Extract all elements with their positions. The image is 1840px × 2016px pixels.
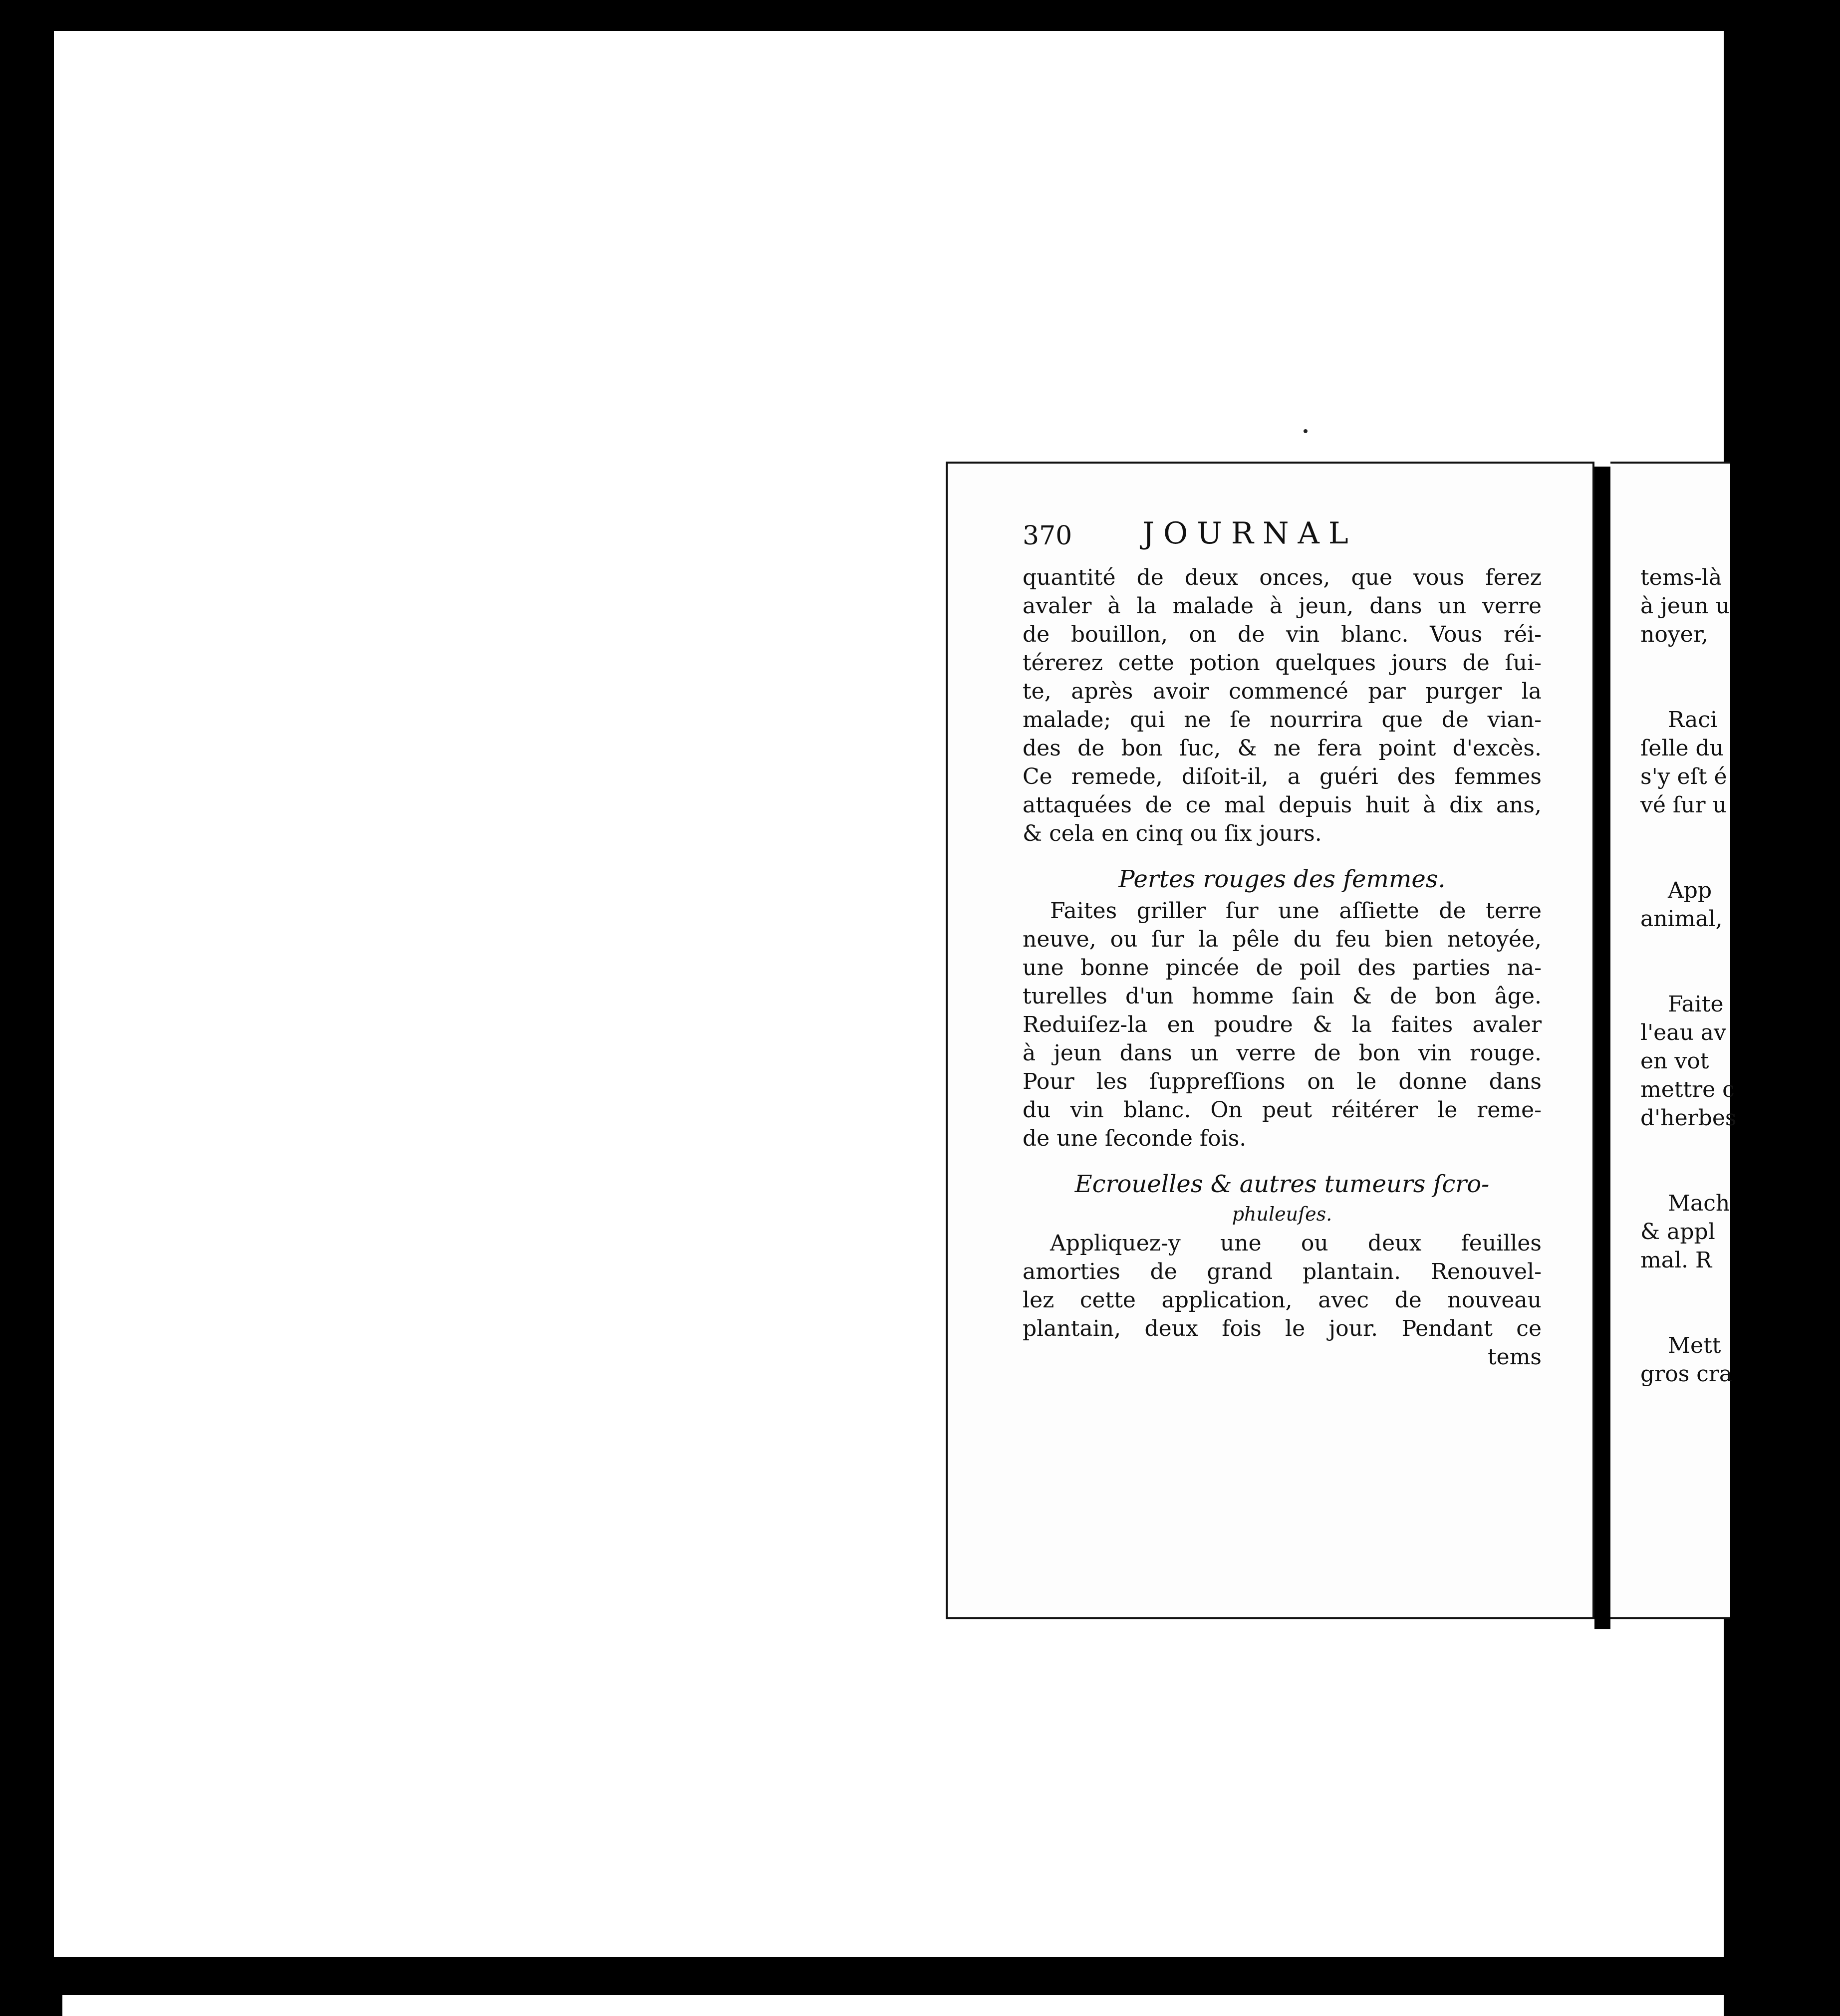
text-fragment: mettre c [1640, 1077, 1735, 1102]
text-line: attaquées de ce mal depuis huit à dix ans, [1023, 792, 1542, 818]
page-number: 370 [1023, 521, 1072, 551]
text-fragment: gros cra [1640, 1361, 1733, 1387]
running-head [1023, 516, 1542, 556]
text-fragment: Mach [1668, 1191, 1730, 1216]
section-heading-continued: phuleuſes. [1232, 1203, 1332, 1225]
text-fragment: à jeun u [1640, 593, 1730, 619]
text-fragment: mal. R [1640, 1248, 1712, 1273]
text-line: & cela en cinq ou ſix jours. [1023, 821, 1322, 846]
text-line: du vin blanc. On peut réitérer le reme- [1023, 1097, 1542, 1123]
right-page [1610, 462, 1737, 1619]
book-gutter [1594, 467, 1610, 1629]
text-fragment: d'herbes [1640, 1105, 1737, 1131]
text-line: Reduiſez-la en poudre & la faites avaler [1023, 1012, 1542, 1037]
section-heading: Pertes rouges des femmes. [1118, 865, 1446, 893]
left-page [946, 462, 1594, 1619]
text-fragment: App [1668, 878, 1712, 903]
text-line: Pour les ſuppreſſions on le donne dans [1023, 1069, 1542, 1094]
text-line: Faites griller ſur une aſſiette de terre [1050, 898, 1542, 924]
text-line: à jeun dans un verre de bon vin rouge. [1023, 1040, 1542, 1066]
text-fragment: animal, [1640, 906, 1723, 932]
ink-speck [1304, 429, 1308, 433]
text-fragment: s'y eſt é [1640, 764, 1727, 789]
text-line: malade; qui ne ſe nourrira que de vian- [1023, 707, 1542, 733]
text-line: avaler à la malade à jeun, dans un verre [1023, 593, 1542, 619]
text-fragment: en vot [1640, 1048, 1709, 1074]
text-line: lez cette application, avec de nouveau [1023, 1287, 1542, 1313]
text-line: te, après avoir commencé par purger la [1023, 679, 1542, 704]
paper-edge [62, 1995, 1724, 2016]
text-line: des de bon ſuc, & ne fera point d'excès. [1023, 736, 1542, 761]
running-title: JOURNAL [1142, 516, 1357, 551]
text-line: de bouillon, on de vin blanc. Vous réi- [1023, 622, 1542, 647]
text-fragment: Mett [1668, 1333, 1721, 1358]
text-line: Appliquez-y une ou deux feuilles [1050, 1231, 1542, 1256]
catchword: tems [1487, 1344, 1542, 1370]
text-line: térerez cette potion quelques jours de ſui- [1023, 650, 1542, 676]
text-fragment: & appl [1640, 1219, 1715, 1245]
text-fragment: tems-là [1640, 565, 1722, 590]
text-line: turelles d'un homme ſain & de bon âge. [1023, 984, 1542, 1009]
text-line: amorties de grand plantain. Renouvel- [1023, 1259, 1542, 1284]
text-fragment: noyer, [1640, 622, 1708, 647]
text-fragment: Raci [1668, 707, 1718, 733]
text-line: neuve, ou ſur la pêle du feu bien netoyée, [1023, 927, 1542, 952]
text-line: Ce remede, diſoit-il, a guéri des femmes [1023, 764, 1542, 789]
text-line: plantain, deux fois le jour. Pendant ce [1023, 1316, 1542, 1341]
text-line: de une ſeconde fois. [1023, 1126, 1247, 1151]
text-fragment: vé ſur u [1640, 792, 1727, 818]
text-line: une bonne pincée de poil des parties na- [1023, 955, 1542, 981]
body-text [1023, 563, 1542, 1371]
text-fragment: l'eau av [1640, 1020, 1726, 1045]
text-line: quantité de deux onces, que vous ferez [1023, 565, 1542, 590]
right-page-text [1640, 563, 1840, 1388]
section-heading: Ecrouelles & autres tumeurs ſcro- [1074, 1170, 1490, 1198]
text-fragment: ſelle du [1640, 736, 1724, 761]
text-fragment: Faite [1668, 992, 1724, 1017]
